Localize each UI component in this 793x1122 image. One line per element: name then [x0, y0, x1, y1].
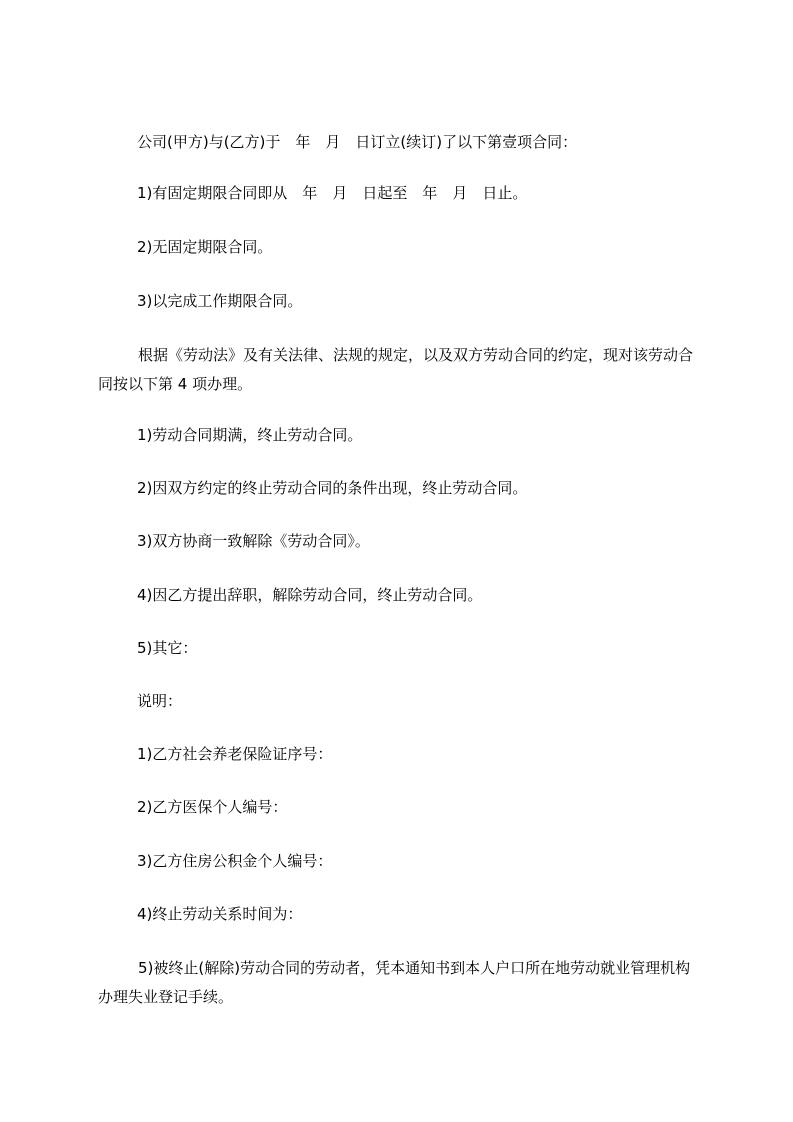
handling-option-5: 5)其它： [137, 639, 198, 657]
handling-option-1: 1)劳动合同期满，终止劳动合同。 [137, 426, 363, 444]
note-1: 1)乙方社会养老保险证序号： [137, 745, 333, 763]
handling-option-2: 2)因双方约定的终止劳动合同的条件出现，终止劳动合同。 [137, 479, 528, 497]
intro-line: 公司(甲方)与(乙方)于 年 月 日订立(续订)了以下第壹项合同： [137, 133, 578, 151]
final-paragraph: 5)被终止(解除)劳动合同的劳动者，凭本通知书到本人户口所在地劳动就业管理机构办理失业登记手续。 [98, 959, 691, 1006]
notes-heading: 说明： [137, 692, 183, 710]
note-2: 2)乙方医保个人编号： [137, 798, 288, 816]
basis-paragraph: 根据《劳动法》及有关法律、法规的规定，以及双方劳动合同的约定，现对该劳动合同按以下第 4 项办理。 [98, 346, 694, 393]
contract-type-3: 3)以完成工作期限合同。 [137, 292, 303, 310]
contract-type-1: 1)有固定期限合同即从 年 月 日起至 年 月 日止。 [137, 184, 528, 202]
contract-type-2: 2)无固定期限合同。 [137, 238, 273, 256]
note-4: 4)终止劳动关系时间为： [137, 905, 303, 923]
note-3: 3)乙方住房公积金个人编号： [137, 852, 333, 870]
handling-option-3: 3)双方协商一致解除《劳动合同》。 [137, 532, 370, 550]
handling-option-4: 4)因乙方提出辞职，解除劳动合同，终止劳动合同。 [137, 586, 483, 604]
